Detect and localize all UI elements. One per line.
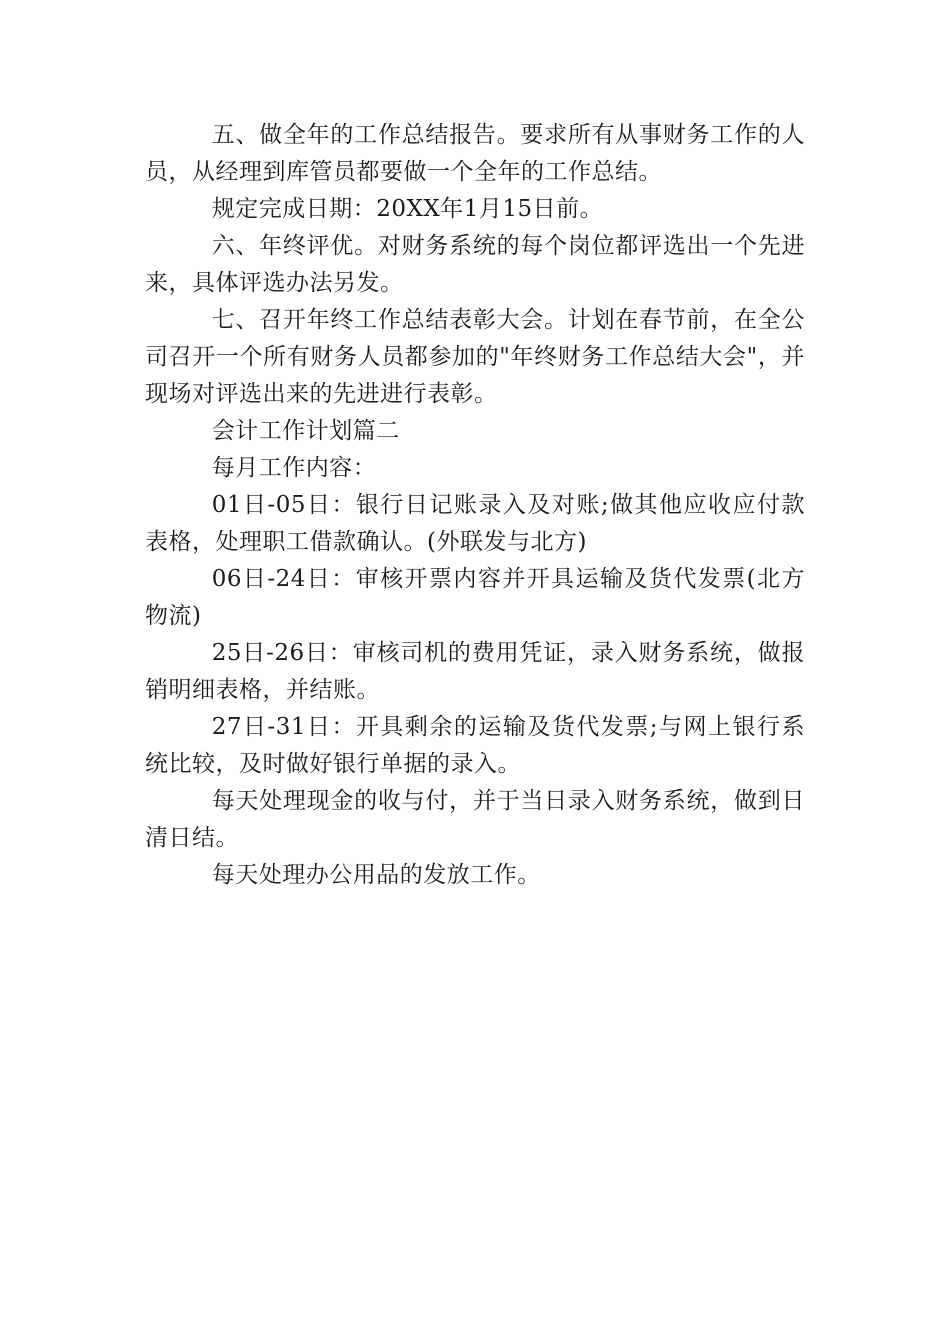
section-heading: 会计工作计划篇二 [211,418,400,444]
paragraph-daily-cash: 每天处理现金的收与付，并于当日录入财务系统，做到日清日结。 [145,788,805,851]
paragraph-monthly-content-label: 每月工作内容： [211,455,377,481]
paragraph-day-25-26: 25日-26日：审核司机的费用凭证，录入财务系统，做报销明细表格，并结账。 [145,640,805,703]
paragraph-day-06-24: 06日-24日：审核开票内容并开具运输及货代发票(北方物流) [145,566,805,629]
paragraph-year-end-report: 五、做全年的工作总结报告。要求所有从事财务工作的人员，从经理到库管员都要做一个全年的工作总结。 [145,122,805,185]
paragraph-daily-office-supplies: 每天处理办公用品的发放工作。 [211,862,541,888]
paragraph-year-end-evaluation: 六、年终评优。对财务系统的每个岗位都评选出一个先进来，具体评选办法另发。 [145,233,805,296]
document-body [145,117,805,894]
paragraph-commendation-meeting: 七、召开年终工作总结表彰大会。计划在春节前，在全公司召开一个所有财务人员都参加的"年终财务工作总结大会"，并现场对评选出来的先进进行表彰。 [145,307,805,407]
paragraph-day-01-05: 01日-05日：银行日记账录入及对账;做其他应收应付款表格，处理职工借款确认。(外联发与北方) [145,492,805,555]
paragraph-day-27-31: 27日-31日：开具剩余的运输及货代发票;与网上银行系统比较，及时做好银行单据的录入。 [145,714,805,777]
paragraph-deadline: 规定完成日期：20XX年1月15日前。 [211,196,604,222]
